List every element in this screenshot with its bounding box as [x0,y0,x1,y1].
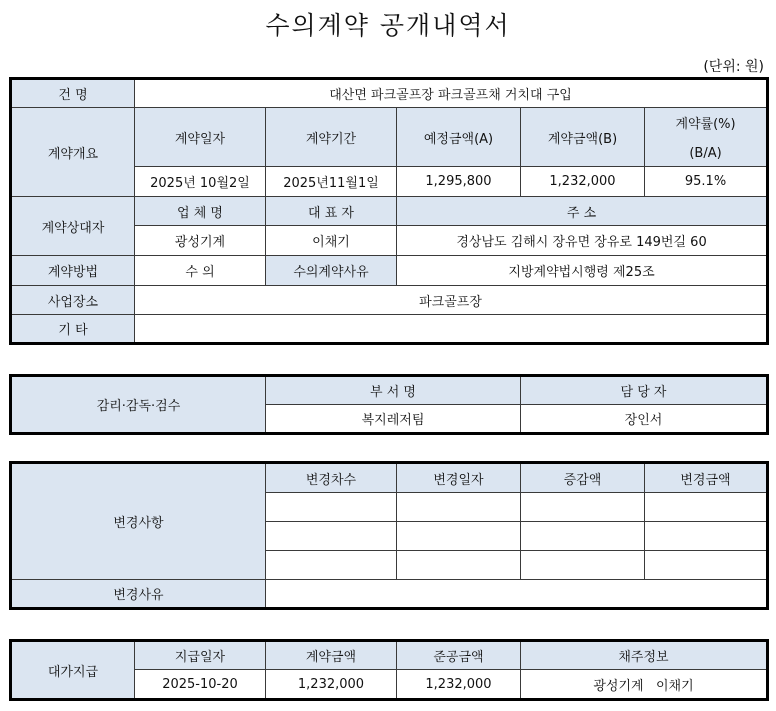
supervision-header-row [11,376,768,405]
contract-rate-header-line2: (B/A) [689,146,722,161]
method-value: 수 의 [135,256,266,286]
completion-amount-value: 1,232,000 [397,670,521,700]
etc-row [11,315,768,344]
changes-table [9,461,769,610]
changes-label: 변경사항 [11,463,266,580]
change-round-cell [266,551,397,580]
contract-name-label: 건 명 [11,79,135,108]
change-amount-cell [645,551,768,580]
party-header-row [11,197,768,226]
creditor-info-value: 광성기계 이채기 [521,670,768,700]
estimated-amount-value: 1,295,800 [397,167,521,197]
reason-value: 지방계약법시행령 제25조 [397,256,768,286]
contract-name-value: 대산면 파크골프장 파크골프채 거치대 구입 [135,79,768,108]
change-date-cell [397,551,521,580]
payment-table [9,639,769,701]
contract-period-header: 계약기간 [266,108,397,167]
company-name-header: 업 체 명 [135,197,266,226]
contract-amount-header: 계약금액(B) [521,108,645,167]
changes-header-row [11,463,768,493]
contract-rate-header [645,108,768,167]
reason-label: 수의계약사유 [266,256,397,286]
supervision-table [9,374,769,435]
representative-value: 이채기 [266,226,397,256]
manager-header: 담 당 자 [521,376,768,405]
address-header: 주 소 [397,197,768,226]
estimated-amount-header: 예정금액(A) [397,108,521,167]
department-header: 부 서 명 [266,376,521,405]
change-diff-cell [521,551,645,580]
change-reason-value [266,580,768,609]
overview-label: 계약개요 [11,108,135,197]
unit-note: (단위: 원) [703,59,764,75]
representative-header: 대 표 자 [266,197,397,226]
site-row [11,286,768,315]
change-date-cell [397,493,521,522]
payment-date-value: 2025-10-20 [135,670,266,700]
creditor-info-header: 채주정보 [521,641,768,670]
etc-value [135,315,768,344]
site-value: 파크골프장 [135,286,768,315]
change-date-cell [397,522,521,551]
method-label: 계약방법 [11,256,135,286]
change-diff-cell [521,493,645,522]
manager-value: 장인서 [521,405,768,434]
address-value: 경상남도 김해시 장유면 장유로 149번길 60 [397,226,768,256]
contract-date-header: 계약일자 [135,108,266,167]
method-row [11,256,768,286]
change-round-cell [266,493,397,522]
payment-contract-amount-header: 계약금액 [266,641,397,670]
department-value: 복지레저팀 [266,405,521,434]
change-reason-label: 변경사유 [11,580,266,609]
change-amount-header: 변경금액 [645,463,768,493]
change-amount-cell [645,522,768,551]
contract-date-value: 2025년 10월2일 [135,167,266,197]
change-amount-cell [645,493,768,522]
payment-date-header: 지급일자 [135,641,266,670]
page-title: 수의계약 공개내역서 [265,11,511,40]
company-name-value: 광성기계 [135,226,266,256]
contract-table [9,77,769,345]
change-diff-cell [521,522,645,551]
change-date-header: 변경일자 [397,463,521,493]
contract-rate-value: 95.1% [645,167,768,197]
site-label: 사업장소 [11,286,135,315]
change-diff-header: 증감액 [521,463,645,493]
change-reason-row [11,580,768,609]
contract-period-value: 2025년11월1일 [266,167,397,197]
etc-label: 기 타 [11,315,135,344]
contract-amount-value: 1,232,000 [521,167,645,197]
payment-label: 대가지급 [11,641,135,700]
payment-contract-amount-value: 1,232,000 [266,670,397,700]
change-round-header: 변경차수 [266,463,397,493]
party-label: 계약상대자 [11,197,135,256]
overview-header-row [11,108,768,167]
supervision-label: 감리·감독·검수 [11,376,266,434]
change-round-cell [266,522,397,551]
contract-rate-header-line1: 계약률(%) [675,117,736,132]
payment-header-row [11,641,768,670]
completion-amount-header: 준공금액 [397,641,521,670]
contract-name-row [11,79,768,108]
